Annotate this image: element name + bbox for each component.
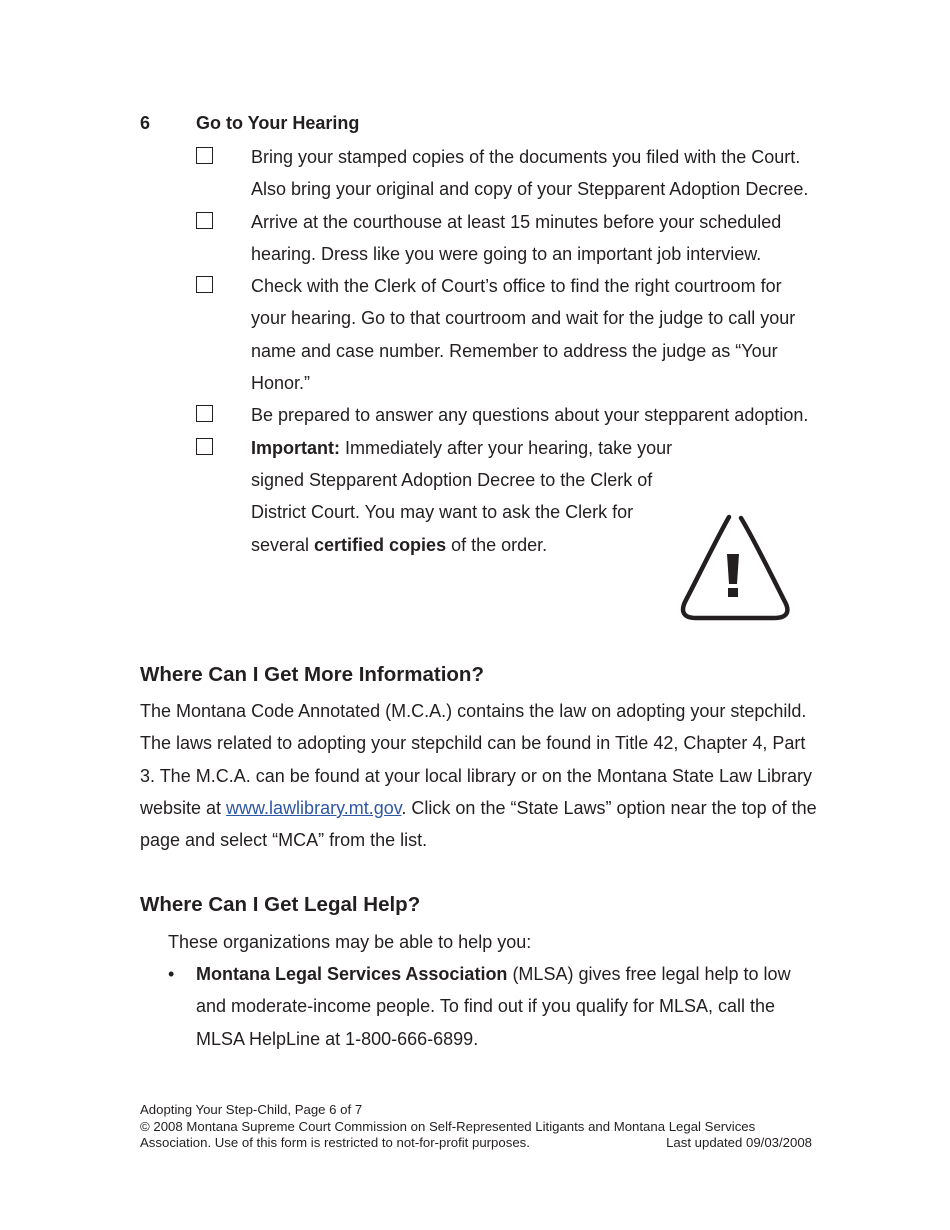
- checklist-item: [196, 206, 816, 271]
- legal-help-intro: These organizations may be able to help you:: [168, 932, 532, 952]
- footer-copyright: © 2008 Montana Supreme Court Commission on Self-Represented Litigants and Montana Legal Services: [140, 1118, 756, 1134]
- important-text: Immediately after your hearing, take your signed Stepparent Adoption Decree to the Clerk of District Court. You may want to ask the Clerk for several: [251, 437, 673, 555]
- footer-page-info: Adopting Your Step-Child, Page 6 of 7: [140, 1102, 363, 1117]
- checkbox[interactable]: [196, 438, 213, 455]
- checklist-item: [196, 270, 816, 399]
- hearing-checklist: [196, 141, 816, 561]
- legal-help-heading: Where Can I Get Legal Help?: [140, 893, 421, 916]
- bullet: •: [168, 964, 175, 984]
- checkbox[interactable]: [196, 212, 213, 229]
- info-text-end: . Click on the “State Laws” option near the top of the page and select “MCA” from the list.: [140, 797, 817, 851]
- info-text: The Montana Code Annotated (M.C.A.) contains the law on adopting your stepchild. The laws related to adopting your stepchild can be found in Title 42, Chapter 4, Part 3. The M.C.A. can be found at your local library or on the Montana State Law Library website at: [140, 701, 813, 818]
- checklist-item-text: Bring your stamped copies of the documents you filed with the Court. Also bring your original and copy of your Stepparent Adoption Decree.: [251, 147, 809, 200]
- certified-copies-emphasis: certified copies: [314, 534, 447, 555]
- step-number: 6: [140, 113, 151, 133]
- footer-usage-text: Association. Use of this form is restricted to not-for-profit purposes.: [140, 1135, 530, 1151]
- checklist-item-important: [196, 432, 681, 561]
- checklist-item-text: Be prepared to answer any questions about your stepparent adoption.: [251, 405, 809, 426]
- checkbox[interactable]: [196, 276, 213, 293]
- checklist-item: [196, 399, 816, 431]
- list-item: [168, 958, 808, 1055]
- checklist-item-text: Check with the Clerk of Court’s office to find the right courtroom for your hearing. Go to that courtroom and wait for the judge to call your name and case number. Remember to address the judge as “Your Honor.”: [251, 276, 796, 394]
- checklist-item: [196, 141, 816, 206]
- footer-usage: [140, 1135, 812, 1152]
- page-footer: [140, 1102, 812, 1152]
- organization-description: (MLSA) gives free legal help to low and moderate-income people. To find out if you qualify for MLSA, call the MLSA HelpLine at 1-800-666-6899.: [196, 964, 791, 1049]
- organization-name: Montana Legal Services Association: [196, 964, 508, 984]
- important-text-end: of the order.: [446, 534, 548, 555]
- step-title: Go to Your Hearing: [196, 113, 360, 133]
- legal-help-list: [168, 958, 808, 1055]
- more-information-heading: Where Can I Get More Information?: [140, 663, 484, 686]
- checkbox[interactable]: [196, 405, 213, 422]
- law-library-link[interactable]: www.lawlibrary.mt.gov: [226, 797, 402, 818]
- important-label: Important:: [251, 437, 340, 458]
- checklist-item-text: Arrive at the courthouse at least 15 minutes before your scheduled hearing. Dress like you were going to an important job interview.: [251, 211, 782, 264]
- warning-triangle-icon: [678, 514, 790, 622]
- checkbox[interactable]: [196, 147, 213, 164]
- more-information-paragraph: [140, 695, 820, 856]
- footer-last-updated: Last updated 09/03/2008: [666, 1135, 812, 1151]
